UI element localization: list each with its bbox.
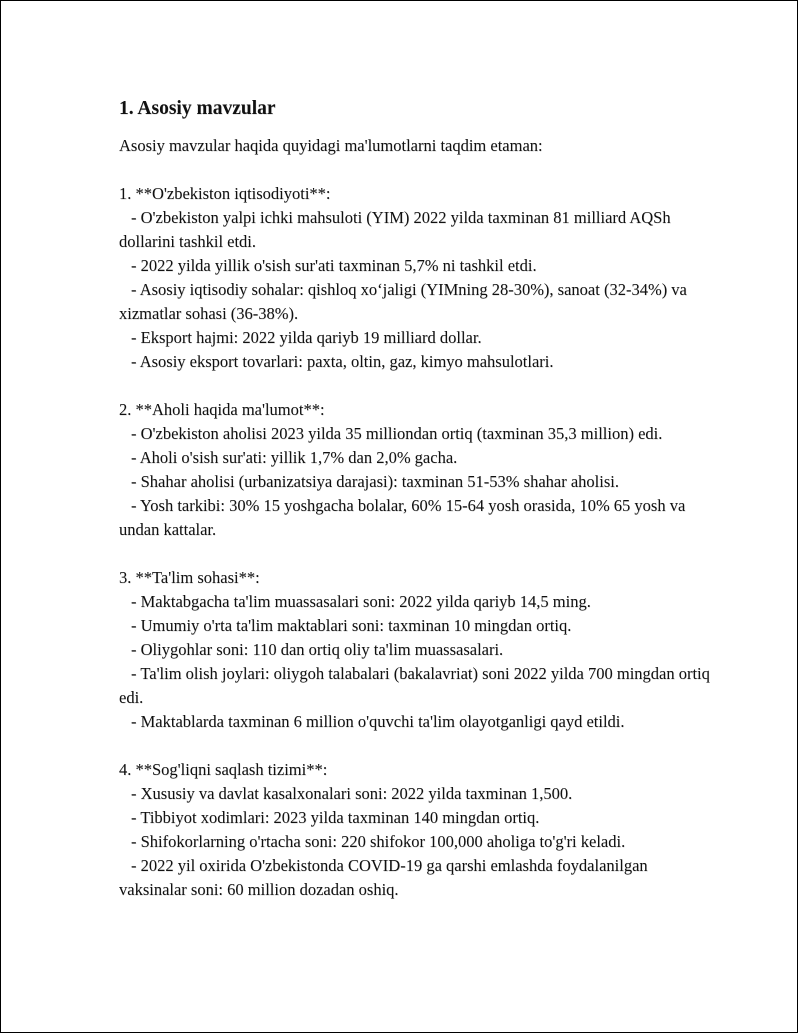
list-item: - Tibbiyot xodimlari: 2023 yilda taxminan 140 mingdan ortiq. bbox=[131, 808, 540, 827]
section-population bbox=[119, 398, 719, 542]
list-item: - Maktabgacha ta'lim muassasalari soni: 2022 yilda qariyb 14,5 ming. bbox=[131, 592, 591, 611]
list-item: - Ta'lim olish joylari: oliygoh talabalari (bakalavriat) soni 2022 yilda 700 mingdan ortiq edi. bbox=[119, 664, 710, 707]
section-healthcare bbox=[119, 758, 719, 902]
section-heading: 4. **Sog'liqni saqlash tizimi**: bbox=[119, 760, 328, 779]
document-intro: Asosiy mavzular haqida quyidagi ma'lumotlarni taqdim etaman: bbox=[119, 136, 543, 155]
list-item: - Oliygohlar soni: 110 dan ortiq oliy ta'lim muassasalari. bbox=[131, 640, 504, 659]
list-item: - Yosh tarkibi: 30% 15 yoshgacha bolalar, 60% 15-64 yosh orasida, 10% 65 yosh va undan kattalar. bbox=[119, 496, 686, 539]
document-content bbox=[119, 95, 719, 926]
list-item: - Asosiy eksport tovarlari: paxta, oltin, gaz, kimyo mahsulotlari. bbox=[131, 352, 554, 371]
section-heading: 2. **Aholi haqida ma'lumot**: bbox=[119, 400, 325, 419]
list-item: - Shahar aholisi (urbanizatsiya darajasi): taxminan 51-53% shahar aholisi. bbox=[131, 472, 619, 491]
document-title: 1. Asosiy mavzular bbox=[119, 98, 276, 119]
list-item: - 2022 yil oxirida O'zbekistonda COVID-19 ga qarshi emlashda foydalanilgan vaksinalar soni: 60 million dozadan oshiq. bbox=[119, 856, 648, 899]
list-item: - O'zbekiston yalpi ichki mahsuloti (YIM) 2022 yilda taxminan 81 milliard AQSh dollarini tashkil etdi. bbox=[119, 208, 671, 251]
section-heading: 3. **Ta'lim sohasi**: bbox=[119, 568, 260, 587]
list-item: - Xususiy va davlat kasalxonalari soni: 2022 yilda taxminan 1,500. bbox=[131, 784, 573, 803]
section-education bbox=[119, 566, 719, 734]
list-item: - Asosiy iqtisodiy sohalar: qishloq xo‘jaligi (YIMning 28-30%), sanoat (32-34%) va xizmatlar sohasi (36-38%). bbox=[119, 280, 687, 323]
list-item: - Aholi o'sish sur'ati: yillik 1,7% dan 2,0% gacha. bbox=[131, 448, 458, 467]
list-item: - O'zbekiston aholisi 2023 yilda 35 milliondan ortiq (taxminan 35,3 million) edi. bbox=[131, 424, 663, 443]
list-item: - 2022 yilda yillik o'sish sur'ati taxminan 5,7% ni tashkil etdi. bbox=[131, 256, 537, 275]
list-item: - Umumiy o'rta ta'lim maktablari soni: taxminan 10 mingdan ortiq. bbox=[131, 616, 572, 635]
section-economy bbox=[119, 182, 719, 374]
list-item: - Maktablarda taxminan 6 million o'quvchi ta'lim olayotganligi qayd etildi. bbox=[131, 712, 625, 731]
list-item: - Eksport hajmi: 2022 yilda qariyb 19 milliard dollar. bbox=[131, 328, 482, 347]
section-heading: 1. **O'zbekiston iqtisodiyoti**: bbox=[119, 184, 331, 203]
list-item: - Shifokorlarning o'rtacha soni: 220 shifokor 100,000 aholiga to'g'ri keladi. bbox=[131, 832, 626, 851]
